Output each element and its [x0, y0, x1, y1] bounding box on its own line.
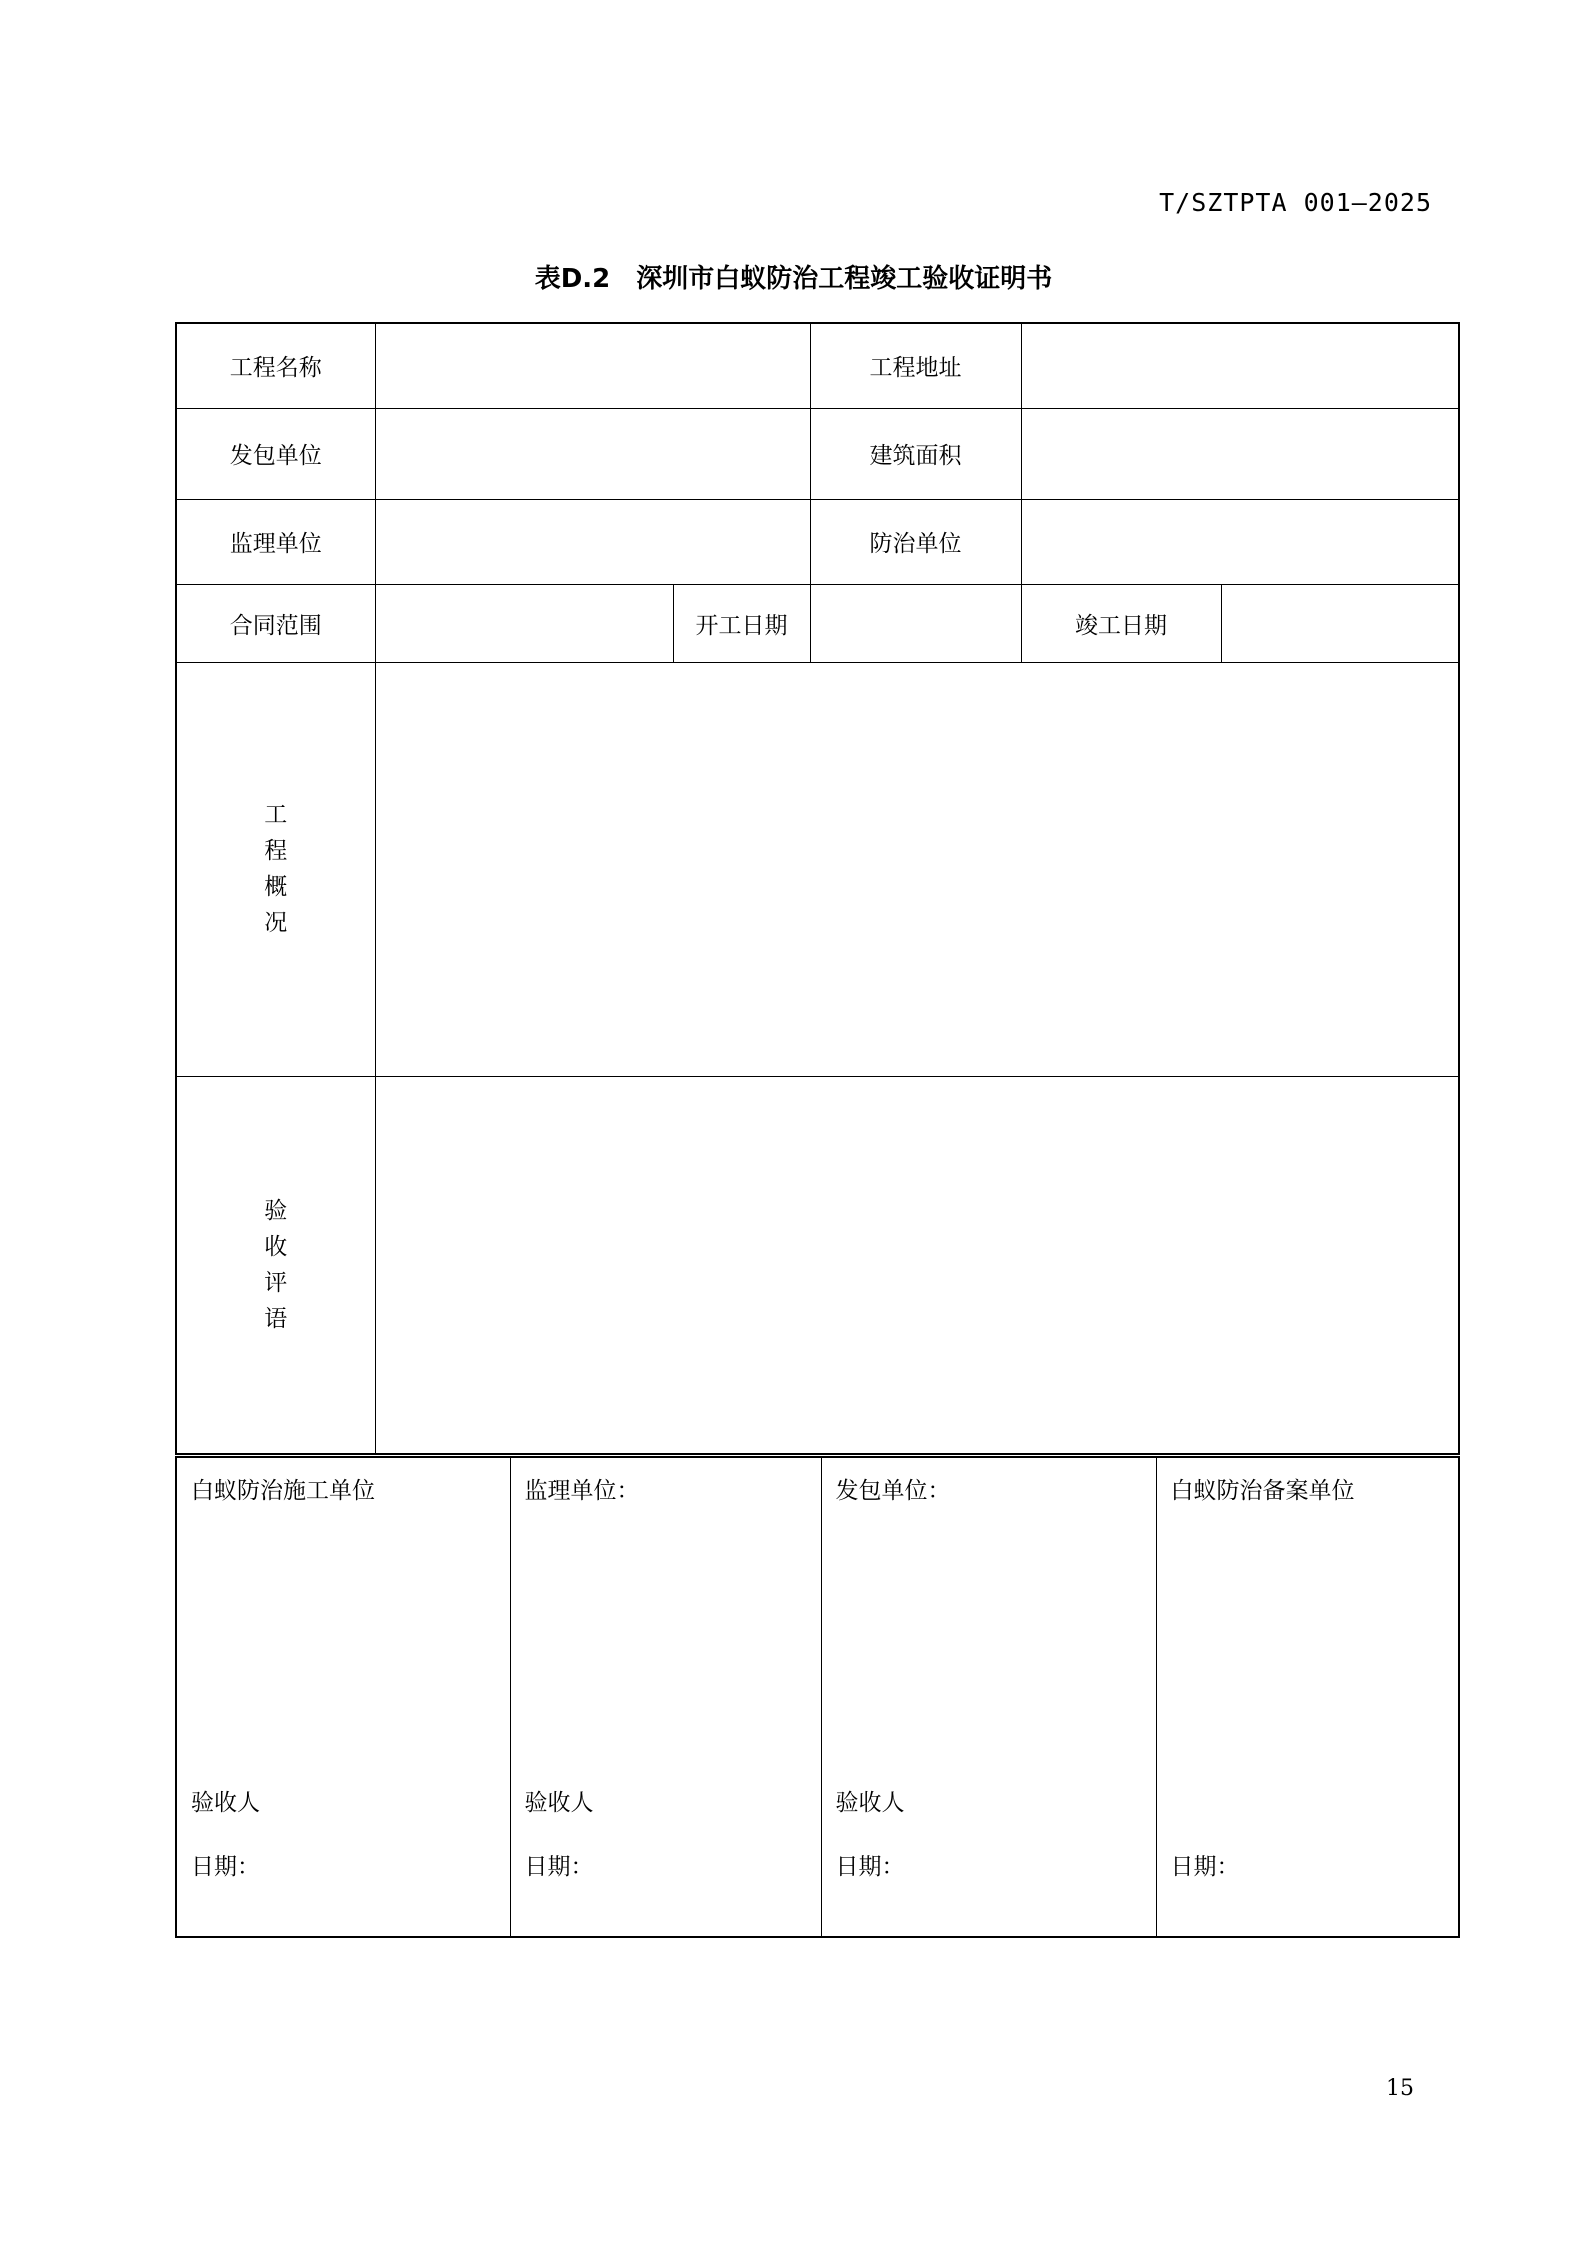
signature-inspector-label: 验收人 [524, 1790, 594, 1816]
completion-date-field[interactable] [1221, 584, 1459, 662]
table-title-text: 深圳市白蚁防治工程竣工验收证明书 [636, 264, 1053, 294]
signature-cell-construction[interactable] [176, 1457, 510, 1937]
signature-cell-supervisor[interactable] [510, 1457, 821, 1937]
project-address-field[interactable] [1021, 323, 1459, 408]
supervisor-label: 监理单位 [176, 499, 375, 584]
signature-org-label: 监理单位： [524, 1478, 640, 1504]
completion-date-label: 竣工日期 [1021, 584, 1221, 662]
overview-char: 况 [264, 910, 288, 936]
contractor-label: 发包单位 [176, 408, 375, 499]
signature-date-label: 日期： [191, 1854, 260, 1880]
signature-org-label: 白蚁防治施工单位 [191, 1478, 375, 1504]
signature-inspector-label: 验收人 [191, 1790, 260, 1816]
overview-char: 概 [264, 874, 288, 900]
acceptance-char: 语 [264, 1305, 288, 1332]
signature-cell-registry[interactable] [1156, 1457, 1459, 1937]
signature-org-label: 白蚁防治备案单位 [1170, 1478, 1355, 1504]
control-unit-field[interactable] [1021, 499, 1459, 584]
signature-date-label: 日期： [1170, 1854, 1240, 1880]
page-number: 15 [1386, 2076, 1414, 2101]
signature-date-label: 日期： [835, 1854, 905, 1880]
acceptance-comments-label [176, 1076, 375, 1454]
signature-table [175, 1456, 1460, 1938]
table-row [176, 323, 1459, 408]
acceptance-char: 评 [264, 1269, 288, 1296]
table-title [0, 258, 1587, 295]
contractor-field[interactable] [375, 408, 810, 499]
table-row [176, 1076, 1459, 1454]
contract-scope-label: 合同范围 [176, 584, 375, 662]
acceptance-char: 验 [264, 1197, 288, 1224]
signature-cell-contractor[interactable] [821, 1457, 1156, 1937]
project-overview-field[interactable] [375, 662, 1459, 1076]
overview-char: 程 [264, 838, 288, 864]
contract-scope-field[interactable] [375, 584, 673, 662]
signature-org-label: 发包单位： [835, 1478, 951, 1504]
project-name-label: 工程名称 [176, 323, 375, 408]
signature-inspector-label: 验收人 [835, 1790, 905, 1816]
acceptance-certificate-table [175, 322, 1460, 1455]
table-row [176, 408, 1459, 499]
signature-date-label: 日期： [524, 1854, 594, 1880]
project-address-label: 工程地址 [810, 323, 1021, 408]
building-area-label: 建筑面积 [810, 408, 1021, 499]
control-unit-label: 防治单位 [810, 499, 1021, 584]
acceptance-comments-field[interactable] [375, 1076, 1459, 1454]
building-area-field[interactable] [1021, 408, 1459, 499]
start-date-label: 开工日期 [673, 584, 810, 662]
supervisor-field[interactable] [375, 499, 810, 584]
table-row [176, 584, 1459, 662]
acceptance-char: 收 [264, 1233, 288, 1260]
project-overview-label [176, 662, 375, 1076]
start-date-field[interactable] [810, 584, 1021, 662]
project-name-field[interactable] [375, 323, 810, 408]
table-number: 表D.2 [534, 264, 611, 294]
overview-char: 工 [264, 802, 288, 828]
signature-row [176, 1457, 1459, 1937]
table-row [176, 499, 1459, 584]
table-row [176, 662, 1459, 1076]
standard-number: T/SZTPTA 001—2025 [1159, 188, 1432, 217]
